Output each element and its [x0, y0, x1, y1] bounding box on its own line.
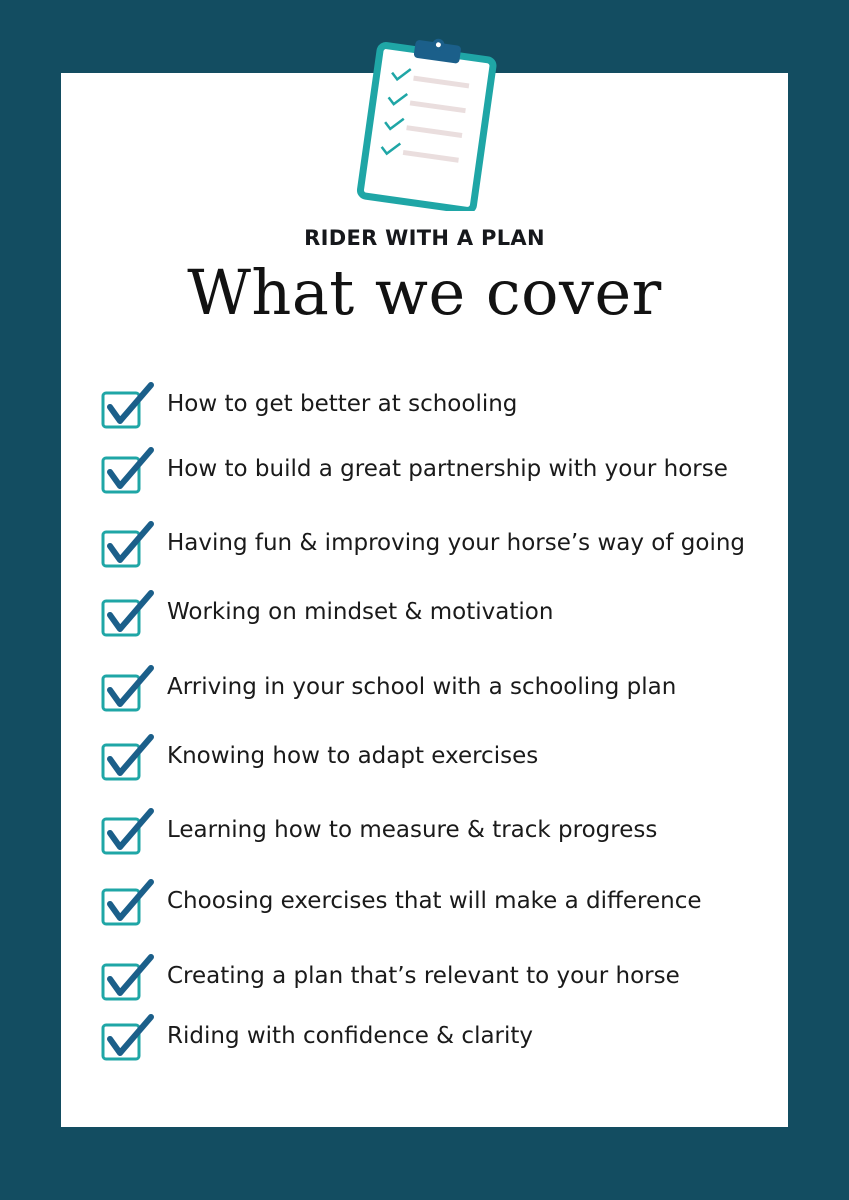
list-item	[100, 1013, 800, 1063]
checkbox-checked-icon	[100, 589, 156, 641]
list-item	[100, 589, 800, 639]
checkbox-checked-icon	[100, 733, 156, 785]
list-item	[100, 664, 800, 714]
list-item-label: How to get better at schooling	[167, 391, 518, 417]
checkbox-checked-icon	[100, 1013, 156, 1065]
page-title: What we cover	[187, 256, 662, 329]
list-item	[100, 807, 800, 857]
list-item-label: Choosing exercises that will make a difference	[167, 888, 702, 914]
list-item	[100, 953, 800, 1003]
checkbox-checked-icon	[100, 664, 156, 716]
list-item-label: Working on mindset & motivation	[167, 599, 554, 625]
checkbox-checked-icon	[100, 953, 156, 1005]
list-item-label: Arriving in your school with a schooling plan	[167, 674, 677, 700]
clipboard-checklist-icon	[352, 36, 502, 211]
list-item	[100, 520, 800, 570]
list-item-label: Learning how to measure & track progress	[167, 817, 658, 843]
checkbox-checked-icon	[100, 381, 156, 433]
list-item-label: Having fun & improving your horse’s way of going	[167, 530, 746, 556]
checkbox-checked-icon	[100, 520, 156, 572]
list-item	[100, 446, 800, 496]
list-item-label: How to build a great partnership with your horse	[167, 456, 728, 482]
list-item	[100, 878, 800, 928]
subtitle: RIDER WITH A PLAN	[304, 226, 545, 250]
list-item	[100, 733, 800, 783]
list-item-label: Creating a plan that’s relevant to your horse	[167, 963, 680, 989]
list-item-label: Knowing how to adapt exercises	[167, 743, 539, 769]
list-item	[100, 381, 800, 431]
checkbox-checked-icon	[100, 807, 156, 859]
checkbox-checked-icon	[100, 446, 156, 498]
list-item-label: Riding with confidence & clarity	[167, 1023, 534, 1049]
checkbox-checked-icon	[100, 878, 156, 930]
